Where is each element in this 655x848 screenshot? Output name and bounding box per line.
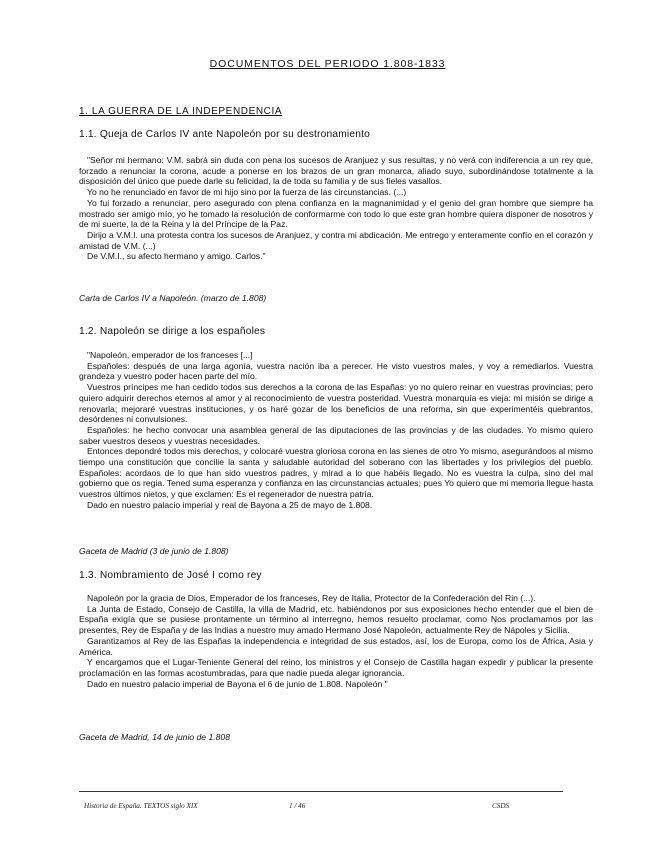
paragraph: Dado en nuestro palacio imperial de Bayona el 6 de junio de 1.808. Napoleón ": [87, 678, 388, 689]
document-title: DOCUMENTOS DEL PERIODO 1.808-1833: [209, 58, 446, 70]
subsection-heading-1-3: 1.3. Nombramiento de José I como rey: [79, 570, 262, 581]
paragraph: Y encargamos que el Lugar-Teniente General del reino, los ministros y el Consejo de Castilla hagan expedir y publicar la presente proclamación en las formas acostumbradas, para que nadie pueda alegar ignorancia.: [79, 657, 593, 678]
paragraph: De V.M.I., su afecto hermano y amigo. Carlos.": [87, 251, 266, 262]
paragraph: "Señor mi hermano: V.M. sabrá sin duda con pena los sucesos de Aranjuez y sus resultas, y no verá con indiferencia a un rey que, forzado a renunciar la corona, acude a ponerse en los brazos de un gran monarca, aliado suyo, subordinándose totalmente a la disposición del único que puede darle su felicidad, la de toda su familia y de sus fieles vasallos.: [79, 155, 593, 187]
paragraph: Dado en nuestro palacio imperial y real de Bayona a 25 de mayo de 1.808.: [87, 499, 373, 510]
paragraph: Entonces depondré todos mis derechos, y colocaré vuestra gloriosa corona en las sienes de otro Yo mismo, asegurándoos al mismo tiempo una constitución que concilie la santa y saludable autoridad del soberano con las libertades y los privilegios del pueblo. Españoles: acordaos de lo que han sido vuestros padres, y mirad a lo que habéis llegado. No es vuestra la culpa, sino del mal gobierno que os regia. Tened suma esperanza y confianza en las circunstancias actuales; pues Yo quiero que mi memoria llegue hasta vuestros últimos nietos, y que exclamen: Es el regenerador de nuestra patria.: [79, 446, 593, 500]
paragraph: Garantizamos al Rey de las Españas la independencia e integridad de sus estados, así, los de Europa, como los de África, Asia y América.: [79, 635, 593, 657]
page-number: 1 / 46: [289, 802, 306, 810]
paragraph: Españoles: he hecho convocar una asamblea general de las diputaciones de las provincias y de las ciudades. Yo mismo quiero saber vuestros deseos y vuestras necesidades.: [79, 424, 593, 446]
text-block-1-3: [79, 593, 593, 689]
subsection-heading-1-2: 1.2. Napoleón se dirige a los españoles: [79, 326, 266, 337]
paragraph: Yo fui forzado a renunciar, pero asegurado con plena confianza en la magnanimidad y el genio del gran hombre que siempre ha mostrado ser amigo mío, yo he tomado la resolución de conformarme con todo lo que este gran hombre quiera disponer de nosotros y de mi suerte, la de la Reina y la del Príncipe de la Paz.: [79, 197, 593, 230]
subsection-heading-1-1: 1.1. Queja de Carlos IV ante Napoleón por su destronamiento: [79, 129, 370, 140]
paragraph: "Napoleón, emperador de los franceses [...]: [87, 350, 253, 360]
paragraph: Dirijo a V.M.I. una protesta contra los sucesos de Aranjuez, y contra mi abdicación. Me entrego y enteramente confío en el corazón y amistad de V.M. (...): [79, 229, 593, 251]
paragraph: Yo no he renunciado en favor de mi hijo sino por la fuerza de las circunstancias. (...): [87, 187, 407, 198]
footer-left-text: Historia de España. TEXTOS siglo XIX: [84, 802, 198, 810]
paragraph: Napoleón por la gracia de Dios, Emperador de los franceses, Rey de Italia, Protector de la Confederación del Rin (...).: [87, 593, 536, 603]
source-citation-1-2: Gaceta de Madrid (3 de junio de 1.808): [79, 546, 229, 556]
source-citation-1-3: Gaceta de Madrid, 14 de junio de 1.808: [79, 732, 230, 742]
text-block-1-2: [79, 350, 593, 511]
paragraph: La Junta de Estado, Consejo de Castilla, la villa de Madrid, etc. habiéndonos por sus exposiciones hecho entender que el bien de España exigía que se pusiese prontamente un término al interregno, hemos resuelto proclamar, como Nos proclamamos por las presentes, Rey de España y de las Indias a nuestro muy amado Hermano José Napoleón, actualmente Rey de Nápoles y Sicilia.: [79, 603, 593, 636]
paragraph: Españoles: después de una larga agonía, vuestra nación iba a perecer. He visto vuestros males, y voy a remediarlos. Vuestra grandeza y vuestro poder hacen parte del mío.: [79, 360, 593, 382]
paragraph: Vuestros príncipes me han cedido todos sus derechos a la corona de las Españas: yo no quiero reinar en vuestras provincias; pero quiero adquirir derechos eternos al amor y al reconocimiento de vuestra posteridad. Vuestra monarquía es vieja: mi misión se dirige a renovarla; mejoraré vuestras instituciones, y os haré gozar de los beneficios de una reforma, sin que experimentéis quebrantos, desórdenes ni convulsiones.: [79, 382, 593, 425]
footer-right-text: CSDS: [492, 802, 510, 810]
section-heading: 1. LA GUERRA DE LA INDEPENDENCIA: [79, 106, 283, 117]
source-citation-1-1: Carta de Carlos IV a Napoleón. (marzo de 1.808): [79, 293, 267, 303]
text-block-1-1: [79, 155, 593, 262]
footer-divider: [79, 791, 563, 792]
